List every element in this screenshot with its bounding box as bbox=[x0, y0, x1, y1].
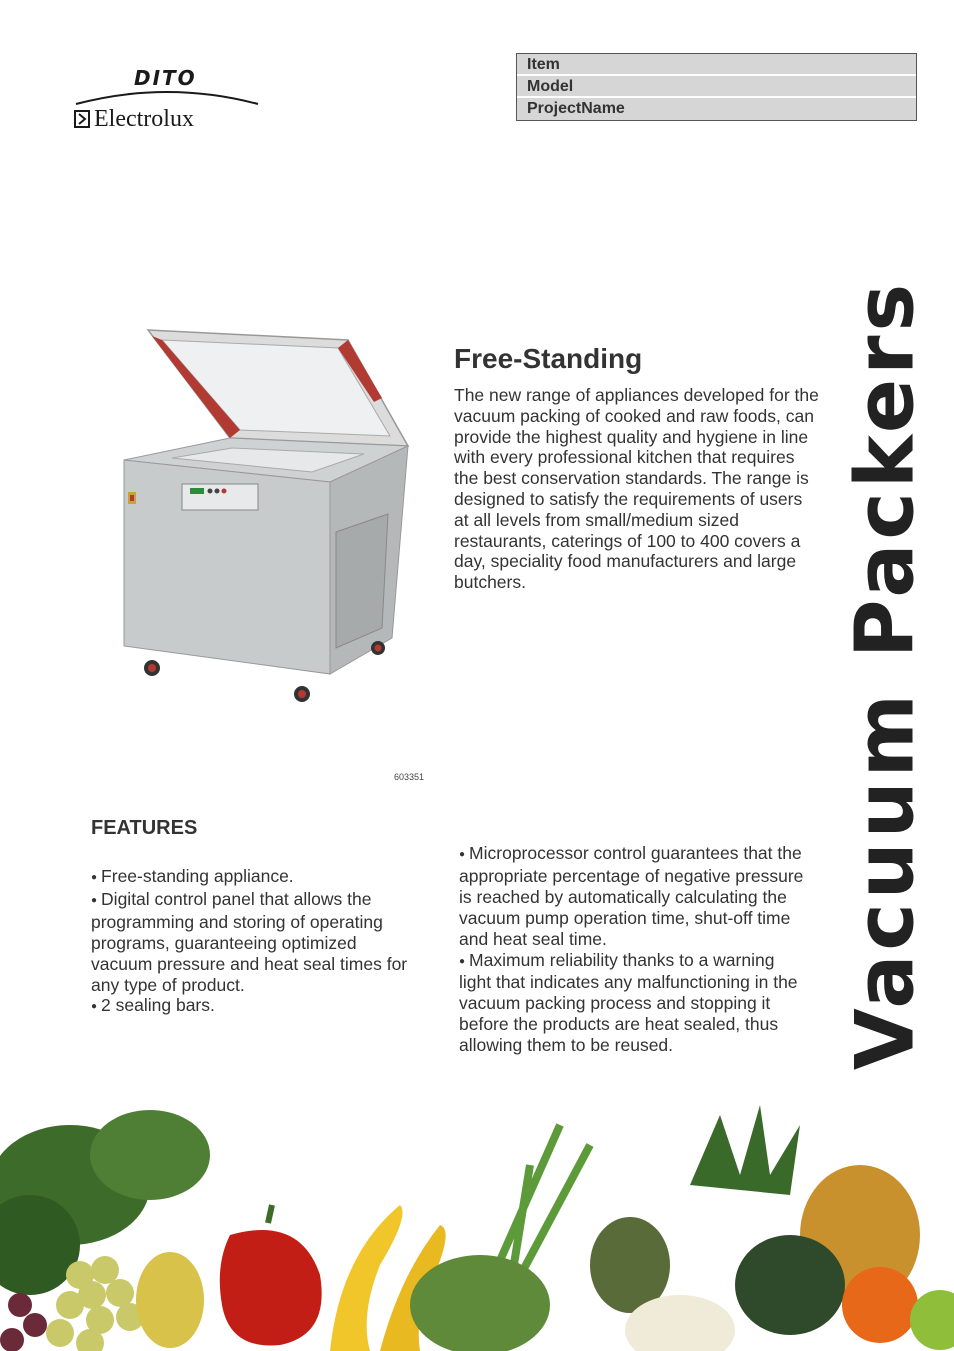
logo-arc bbox=[74, 86, 260, 106]
info-row-project-name: ProjectName bbox=[517, 98, 916, 120]
feature-item: ● Maximum reliability thanks to a warning light that indicates any malfunctioning in the vacuum packing process and stopping it before the products are heat sealed, thus allowing them to be reused. bbox=[459, 949, 798, 1056]
section-title-free-standing: Free-Standing bbox=[454, 343, 643, 374]
free-standing-description: The new range of appliances developed for the vacuum packing of cooked and raw foods, can provide the highest quality and hygiene in line with every professional kitchen that requires the best conservation standards. The range is designed to satisfy the requirements of users at all levels from small/medium sized restaurants, caterings of 100 to 400 covers a day, speciality food manufacturers and large butchers. bbox=[454, 385, 819, 593]
brand-logo bbox=[74, 66, 260, 136]
features-right-column bbox=[459, 843, 804, 1056]
bullet-icon: ● bbox=[459, 955, 466, 967]
bullet-icon: ● bbox=[91, 894, 98, 906]
info-row-item: Item bbox=[517, 54, 916, 76]
info-row-model: Model bbox=[517, 76, 916, 98]
dito-wordmark: DITO bbox=[134, 66, 197, 90]
feature-item: ● Free-standing appliance. bbox=[91, 866, 294, 886]
feature-item: ● Microprocessor control guarantees that the appropriate percentage of negative pressure is reached by automatically calculating the vacuum pump operation time, shut-off time and heat seal time. bbox=[459, 843, 804, 949]
vertical-title-text: Vacuum Packers bbox=[838, 279, 932, 1071]
features-heading: FEATURES bbox=[91, 817, 198, 839]
bullet-icon: ● bbox=[91, 872, 98, 883]
electrolux-icon bbox=[74, 110, 90, 128]
features-left-column bbox=[91, 866, 421, 1018]
electrolux-wordmark: Electrolux bbox=[94, 106, 194, 132]
vegetables-image bbox=[0, 1105, 954, 1351]
product-code: 603351 bbox=[394, 772, 425, 782]
info-table bbox=[516, 53, 917, 121]
product-image bbox=[112, 326, 412, 716]
bullet-icon: ● bbox=[459, 849, 466, 860]
bullet-icon: ● bbox=[91, 1001, 98, 1013]
feature-item: ● 2 sealing bars. bbox=[91, 995, 215, 1016]
feature-item: ● Digital control panel that allows the programming and storing of operating programs, guaranteeing optimized vacuum pressure and heat seal times for any type of product. bbox=[91, 888, 408, 995]
vertical-title bbox=[838, 279, 932, 1071]
